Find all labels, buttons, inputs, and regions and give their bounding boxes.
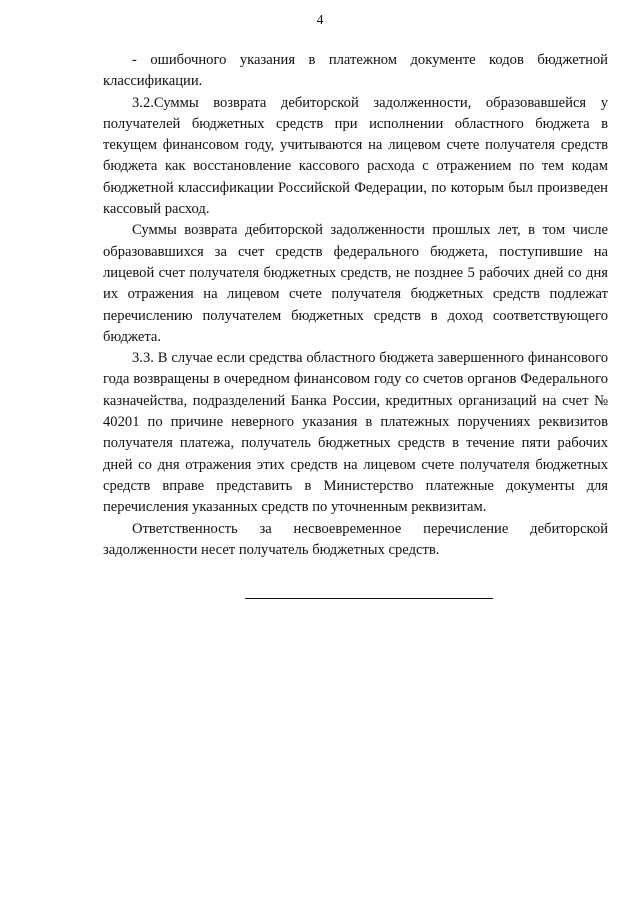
paragraph-classification-error: - ошибочного указания в платежном документе кодов бюджетной классификации.	[103, 52, 608, 90]
paragraph-prior-years-refunds: Суммы возврата дебиторской задолженности прошлых лет, в том числе образовавшихся за счет средств федерального бюджета, поступившие на лицевой счет получателя бюджетных средств, не позднее 5 рабочих дней со дня их отражения на лицевом счете получателя бюджетных средств подлежат перечислению получателем бюджетных средств в доход соответствующего бюджета.	[103, 222, 608, 345]
end-divider-line	[245, 598, 493, 599]
document-body	[103, 50, 608, 561]
paragraph-section-3-2: 3.2.Суммы возврата дебиторской задолженности, образовавшейся у получателей бюджетных средств при исполнении областного бюджета в текущем финансовом году, учитываются на лицевом счете получателя средств бюджета как восстановление кассового расхода с отражением по тем кодам бюджетной классификации Российской Федерации, по которым был произведен кассовый расход.	[103, 94, 608, 218]
paragraph-responsibility: Ответственность за несвоевременное перечисление дебиторской задолженности несет получатель бюджетных средств.	[103, 520, 608, 558]
paragraph-section-3-3: 3.3. В случае если средства областного бюджета завершенного финансового года возвращены в очередном финансовом году со счетов органов Федерального казначейства, подразделений Банка России, кредитных организаций на счет № 40201 по причине неверного указания в платежных поручениях реквизитов получателя платежа, получатель бюджетных средств в течение пяти рабочих дней со дня отражения этих средств на лицевом счете получателя бюджетных средств вправе представить в Министерство платежные документы для перечисления указанных средств по уточненным реквизитам.	[103, 350, 608, 516]
page-number: 4	[316, 13, 324, 28]
